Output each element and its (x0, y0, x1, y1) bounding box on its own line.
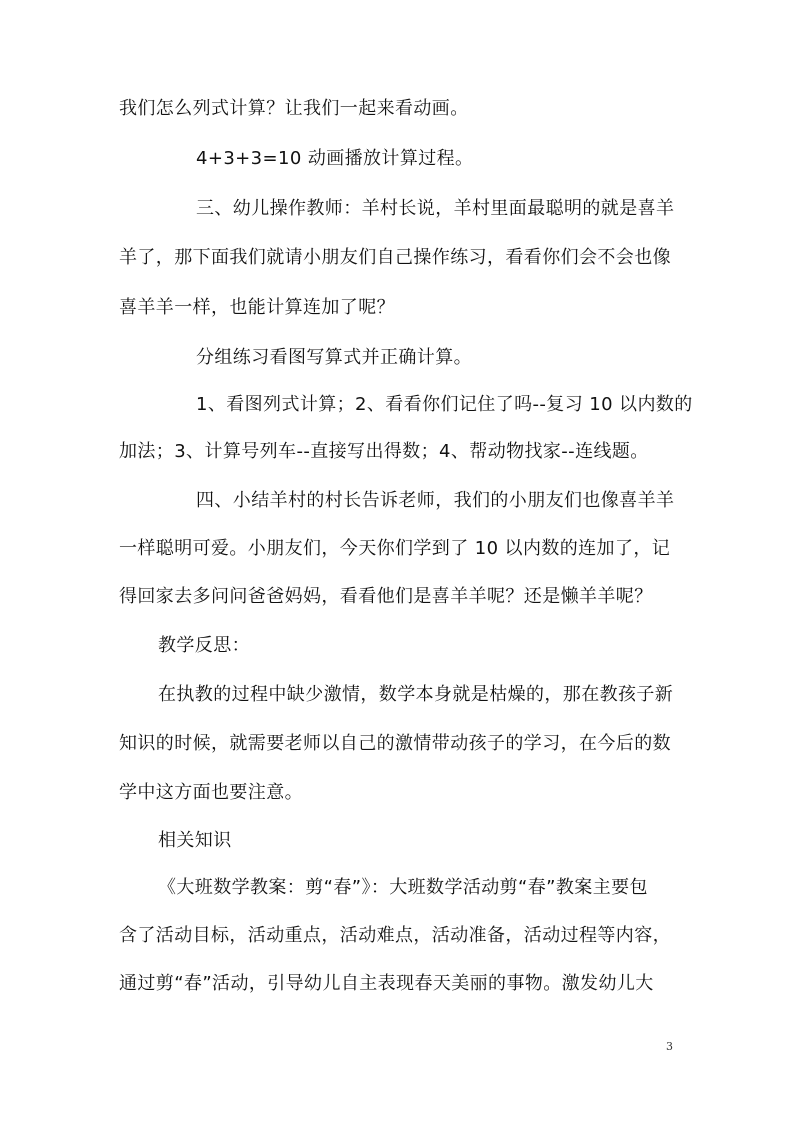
text-line: 1、看图列式计算；2、看看你们记住了吗--复习 10 以内数的 (196, 394, 693, 415)
page-number: 3 (666, 1040, 673, 1053)
text-line: 加法；3、计算号列车--直接写出得数；4、帮动物找家--连线题。 (119, 441, 649, 462)
text-line: 三、幼儿操作教师：羊村长说，羊村里面最聪明的就是喜羊 (196, 198, 675, 219)
text-line: 得回家去多问问爸爸妈妈，看看他们是喜羊羊呢？还是懒羊羊呢？ (119, 586, 653, 607)
text-line: 4+3+3=10 动画播放计算过程。 (196, 148, 474, 169)
text-line: 知识的时候，就需要老师以自己的激情带动孩子的学习，在今后的数 (119, 733, 671, 754)
text-line: 《大班数学教案：剪“春”》：大班数学活动剪“春”教案主要包 (158, 877, 648, 898)
text-line: 喜羊羊一样，也能计算连加了呢？ (119, 297, 395, 318)
text-line: 羊了，那下面我们就请小朋友们自己操作练习，看看你们会不会也像 (119, 247, 671, 268)
text-line: 通过剪“春”活动，引导幼儿自主表现春天美丽的事物。激发幼儿大 (119, 973, 654, 994)
text-line: 在执教的过程中缺少激情，数学本身就是枯燥的，那在教孩子新 (158, 684, 674, 705)
text-line: 含了活动目标，活动重点，活动难点，活动准备，活动过程等内容， (119, 925, 671, 946)
section-heading: 相关知识 (158, 830, 232, 851)
text-line: 一样聪明可爱。小朋友们，今天你们学到了 10 以内数的连加了，记 (119, 538, 671, 559)
text-line: 学中这方面也要注意。 (119, 782, 303, 803)
text-line: 我们怎么列式计算？让我们一起来看动画。 (119, 98, 469, 119)
section-heading: 教学反思： (158, 635, 250, 656)
text-line: 四、小结羊村的村长告诉老师，我们的小朋友们也像喜羊羊 (196, 490, 675, 511)
text-line: 分组练习看图写算式并正确计算。 (196, 347, 472, 368)
